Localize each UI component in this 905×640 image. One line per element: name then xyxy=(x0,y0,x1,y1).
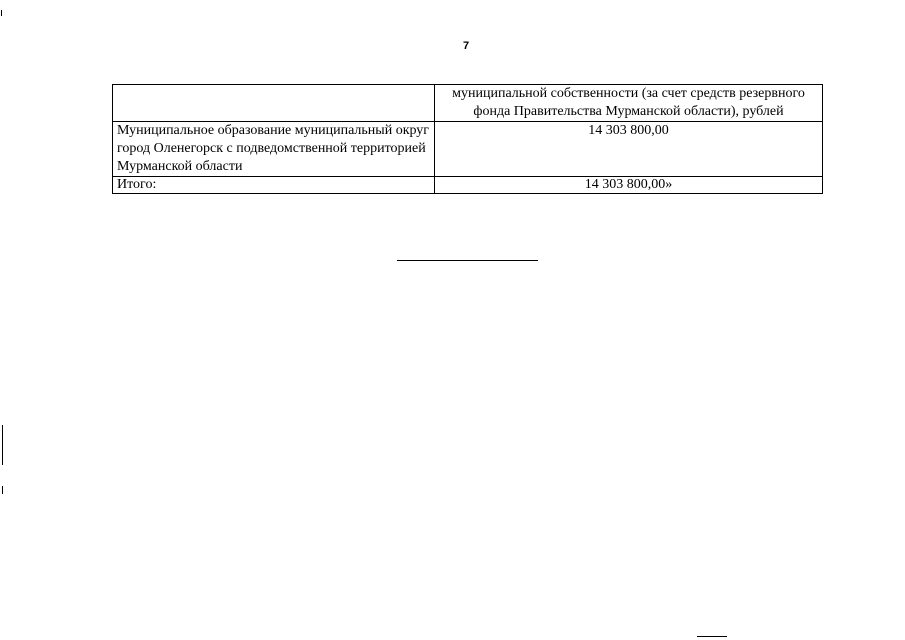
table-row xyxy=(113,122,823,177)
scan-artifact-mark xyxy=(2,425,3,465)
municipality-amount-cell: 14 303 800,00 xyxy=(435,122,823,177)
page-number: 7 xyxy=(462,40,470,52)
scan-artifact-mark xyxy=(1,10,2,16)
table-header-row xyxy=(113,85,823,122)
municipality-name-cell: Муниципальное образование муниципальный округ город Оленегорск с подведомственной территорией Мурманской области xyxy=(113,122,435,177)
scan-artifact-mark xyxy=(697,636,727,637)
scan-artifact-mark xyxy=(2,486,3,494)
total-amount-cell: 14 303 800,00» xyxy=(435,177,823,194)
header-cell-right: муниципальной собственности (за счет средств резервного фонда Правительства Мурманской области), рублей xyxy=(435,85,823,122)
total-label-cell: Итого: xyxy=(113,177,435,194)
end-of-document-rule xyxy=(397,260,538,261)
allocation-table xyxy=(112,84,823,194)
table-row-total xyxy=(113,177,823,194)
header-cell-left xyxy=(113,85,435,122)
